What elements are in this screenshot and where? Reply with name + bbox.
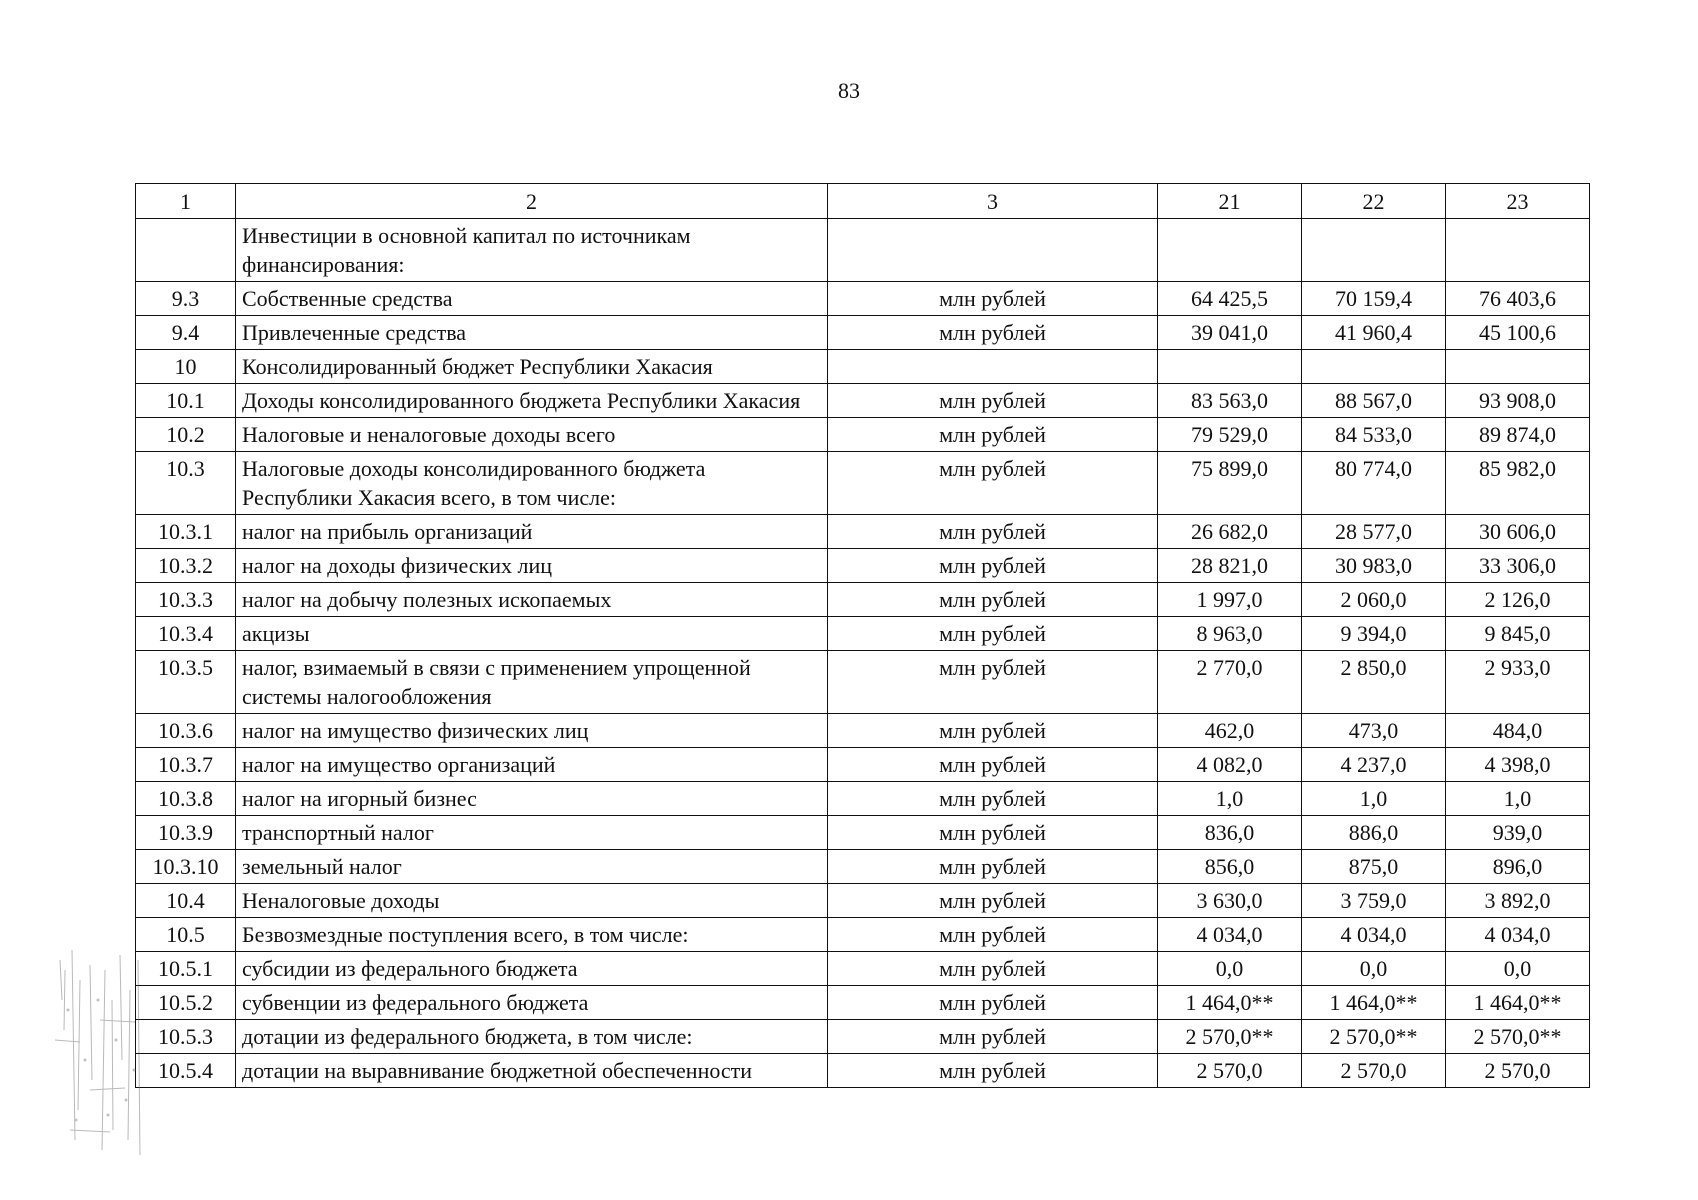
row-unit — [828, 219, 1158, 282]
row-value-23: 0,0 — [1446, 952, 1590, 986]
row-value-22: 9 394,0 — [1302, 617, 1446, 651]
table-row — [136, 1020, 1590, 1054]
row-value-23: 1 464,0** — [1446, 986, 1590, 1020]
row-value-23: 484,0 — [1446, 714, 1590, 748]
row-value-23: 939,0 — [1446, 816, 1590, 850]
row-value-22: 875,0 — [1302, 850, 1446, 884]
table-row — [136, 452, 1590, 515]
table-header-row — [136, 184, 1590, 219]
column-header: 3 — [828, 184, 1158, 219]
row-unit: млн рублей — [828, 316, 1158, 350]
row-name: Неналоговые доходы — [236, 884, 828, 918]
row-name: транспортный налог — [236, 816, 828, 850]
column-header: 2 — [236, 184, 828, 219]
row-name: дотации на выравнивание бюджетной обеспеченности — [236, 1054, 828, 1088]
row-value-21: 26 682,0 — [1158, 515, 1302, 549]
row-code: 10.3.9 — [136, 816, 236, 850]
row-unit: млн рублей — [828, 583, 1158, 617]
row-unit: млн рублей — [828, 782, 1158, 816]
row-value-21: 3 630,0 — [1158, 884, 1302, 918]
row-unit: млн рублей — [828, 918, 1158, 952]
row-unit: млн рублей — [828, 418, 1158, 452]
row-value-21: 1 464,0** — [1158, 986, 1302, 1020]
row-code: 10.5.1 — [136, 952, 236, 986]
column-header: 1 — [136, 184, 236, 219]
row-value-21: 39 041,0 — [1158, 316, 1302, 350]
row-code: 9.3 — [136, 282, 236, 316]
row-value-21: 75 899,0 — [1158, 452, 1302, 515]
table-row — [136, 583, 1590, 617]
row-unit: млн рублей — [828, 282, 1158, 316]
row-name: налог, взимаемый в связи с применением упрощенной системы налогообложения — [236, 651, 828, 714]
row-unit: млн рублей — [828, 816, 1158, 850]
row-value-23: 76 403,6 — [1446, 282, 1590, 316]
row-value-22: 3 759,0 — [1302, 884, 1446, 918]
row-value-23: 2 933,0 — [1446, 651, 1590, 714]
row-value-22: 473,0 — [1302, 714, 1446, 748]
row-value-22: 70 159,4 — [1302, 282, 1446, 316]
column-header: 21 — [1158, 184, 1302, 219]
row-name: дотации из федерального бюджета, в том числе: — [236, 1020, 828, 1054]
row-code: 10.3.4 — [136, 617, 236, 651]
row-name: Собственные средства — [236, 282, 828, 316]
row-name: налог на имущество физических лиц — [236, 714, 828, 748]
row-value-23: 9 845,0 — [1446, 617, 1590, 651]
table-row — [136, 918, 1590, 952]
row-unit: млн рублей — [828, 1020, 1158, 1054]
row-value-22: 41 960,4 — [1302, 316, 1446, 350]
row-name: налог на игорный бизнес — [236, 782, 828, 816]
row-value-22: 84 533,0 — [1302, 418, 1446, 452]
row-name: налог на прибыль организаций — [236, 515, 828, 549]
row-value-22: 0,0 — [1302, 952, 1446, 986]
row-value-23: 3 892,0 — [1446, 884, 1590, 918]
row-value-23 — [1446, 350, 1590, 384]
row-unit: млн рублей — [828, 748, 1158, 782]
row-name: налог на доходы физических лиц — [236, 549, 828, 583]
table-row — [136, 714, 1590, 748]
row-value-23: 93 908,0 — [1446, 384, 1590, 418]
row-value-21: 64 425,5 — [1158, 282, 1302, 316]
table-row — [136, 816, 1590, 850]
row-value-22 — [1302, 350, 1446, 384]
table-row — [136, 316, 1590, 350]
row-value-21: 8 963,0 — [1158, 617, 1302, 651]
row-value-23: 33 306,0 — [1446, 549, 1590, 583]
row-value-23: 89 874,0 — [1446, 418, 1590, 452]
table-row — [136, 986, 1590, 1020]
row-code: 10.3.10 — [136, 850, 236, 884]
row-value-23: 896,0 — [1446, 850, 1590, 884]
row-code: 10.4 — [136, 884, 236, 918]
table-row — [136, 651, 1590, 714]
column-header: 22 — [1302, 184, 1446, 219]
table-row — [136, 782, 1590, 816]
row-value-21: 4 082,0 — [1158, 748, 1302, 782]
row-value-22 — [1302, 219, 1446, 282]
row-value-21: 2 770,0 — [1158, 651, 1302, 714]
column-header: 23 — [1446, 184, 1590, 219]
row-value-22: 1 464,0** — [1302, 986, 1446, 1020]
row-unit: млн рублей — [828, 1054, 1158, 1088]
row-name: Привлеченные средства — [236, 316, 828, 350]
row-value-22: 28 577,0 — [1302, 515, 1446, 549]
row-name: Безвозмездные поступления всего, в том числе: — [236, 918, 828, 952]
row-value-21: 83 563,0 — [1158, 384, 1302, 418]
row-value-22: 886,0 — [1302, 816, 1446, 850]
row-value-23: 2 570,0 — [1446, 1054, 1590, 1088]
row-code: 9.4 — [136, 316, 236, 350]
table-row — [136, 748, 1590, 782]
row-name: Налоговые и неналоговые доходы всего — [236, 418, 828, 452]
row-value-21: 1 997,0 — [1158, 583, 1302, 617]
row-value-21: 1,0 — [1158, 782, 1302, 816]
table-row — [136, 884, 1590, 918]
row-name: субсидии из федерального бюджета — [236, 952, 828, 986]
row-value-21: 836,0 — [1158, 816, 1302, 850]
row-value-23: 2 126,0 — [1446, 583, 1590, 617]
row-name: Инвестиции в основной капитал по источникам финансирования: — [236, 219, 828, 282]
table-row — [136, 549, 1590, 583]
row-name: субвенции из федерального бюджета — [236, 986, 828, 1020]
table-row — [136, 384, 1590, 418]
row-value-22: 80 774,0 — [1302, 452, 1446, 515]
row-code: 10.1 — [136, 384, 236, 418]
row-unit: млн рублей — [828, 452, 1158, 515]
row-code: 10.3 — [136, 452, 236, 515]
row-value-22: 2 570,0** — [1302, 1020, 1446, 1054]
row-code: 10.5.3 — [136, 1020, 236, 1054]
row-unit: млн рублей — [828, 714, 1158, 748]
row-unit: млн рублей — [828, 850, 1158, 884]
table-row — [136, 418, 1590, 452]
row-value-21: 0,0 — [1158, 952, 1302, 986]
row-code: 10.3.2 — [136, 549, 236, 583]
table-row — [136, 1054, 1590, 1088]
row-value-21: 462,0 — [1158, 714, 1302, 748]
row-unit: млн рублей — [828, 884, 1158, 918]
row-value-21: 2 570,0** — [1158, 1020, 1302, 1054]
row-unit: млн рублей — [828, 617, 1158, 651]
scan-artifact-stamp — [50, 940, 145, 1165]
row-name: налог на добычу полезных ископаемых — [236, 583, 828, 617]
row-unit: млн рублей — [828, 651, 1158, 714]
row-unit: млн рублей — [828, 986, 1158, 1020]
row-code: 10.3.1 — [136, 515, 236, 549]
row-unit: млн рублей — [828, 515, 1158, 549]
row-value-21: 28 821,0 — [1158, 549, 1302, 583]
row-name: земельный налог — [236, 850, 828, 884]
row-code: 10.3.7 — [136, 748, 236, 782]
row-value-23: 45 100,6 — [1446, 316, 1590, 350]
row-value-22: 4 237,0 — [1302, 748, 1446, 782]
row-value-21 — [1158, 350, 1302, 384]
table-body — [136, 219, 1590, 1088]
row-name: налог на имущество организаций — [236, 748, 828, 782]
table-row — [136, 952, 1590, 986]
row-value-22: 2 570,0 — [1302, 1054, 1446, 1088]
row-code: 10.3.3 — [136, 583, 236, 617]
table-row — [136, 515, 1590, 549]
row-value-22: 1,0 — [1302, 782, 1446, 816]
row-value-23: 4 398,0 — [1446, 748, 1590, 782]
row-name: акцизы — [236, 617, 828, 651]
row-code: 10.3.8 — [136, 782, 236, 816]
row-value-23 — [1446, 219, 1590, 282]
row-value-23: 85 982,0 — [1446, 452, 1590, 515]
row-value-23: 4 034,0 — [1446, 918, 1590, 952]
row-value-21: 79 529,0 — [1158, 418, 1302, 452]
table-row — [136, 350, 1590, 384]
row-code: 10.3.5 — [136, 651, 236, 714]
row-value-21: 2 570,0 — [1158, 1054, 1302, 1088]
row-code: 10.5.2 — [136, 986, 236, 1020]
row-unit: млн рублей — [828, 952, 1158, 986]
row-value-21: 856,0 — [1158, 850, 1302, 884]
page-number: 83 — [838, 78, 860, 103]
row-unit: млн рублей — [828, 549, 1158, 583]
row-value-22: 4 034,0 — [1302, 918, 1446, 952]
row-value-22: 2 850,0 — [1302, 651, 1446, 714]
row-value-22: 2 060,0 — [1302, 583, 1446, 617]
row-value-23: 30 606,0 — [1446, 515, 1590, 549]
row-code: 10.5 — [136, 918, 236, 952]
data-table — [135, 183, 1590, 1088]
table-row — [136, 850, 1590, 884]
row-value-23: 1,0 — [1446, 782, 1590, 816]
table-row — [136, 617, 1590, 651]
row-code: 10.3.6 — [136, 714, 236, 748]
table-row — [136, 282, 1590, 316]
row-name: Консолидированный бюджет Республики Хакасия — [236, 350, 828, 384]
row-unit: млн рублей — [828, 384, 1158, 418]
row-code: 10 — [136, 350, 236, 384]
row-code: 10.2 — [136, 418, 236, 452]
row-name: Налоговые доходы консолидированного бюджета Республики Хакасия всего, в том числе: — [236, 452, 828, 515]
row-value-21: 4 034,0 — [1158, 918, 1302, 952]
row-value-21 — [1158, 219, 1302, 282]
row-unit — [828, 350, 1158, 384]
row-value-22: 88 567,0 — [1302, 384, 1446, 418]
row-value-22: 30 983,0 — [1302, 549, 1446, 583]
row-code: 10.5.4 — [136, 1054, 236, 1088]
row-name: Доходы консолидированного бюджета Республики Хакасия — [236, 384, 828, 418]
row-code — [136, 219, 236, 282]
table-row — [136, 219, 1590, 282]
row-value-23: 2 570,0** — [1446, 1020, 1590, 1054]
